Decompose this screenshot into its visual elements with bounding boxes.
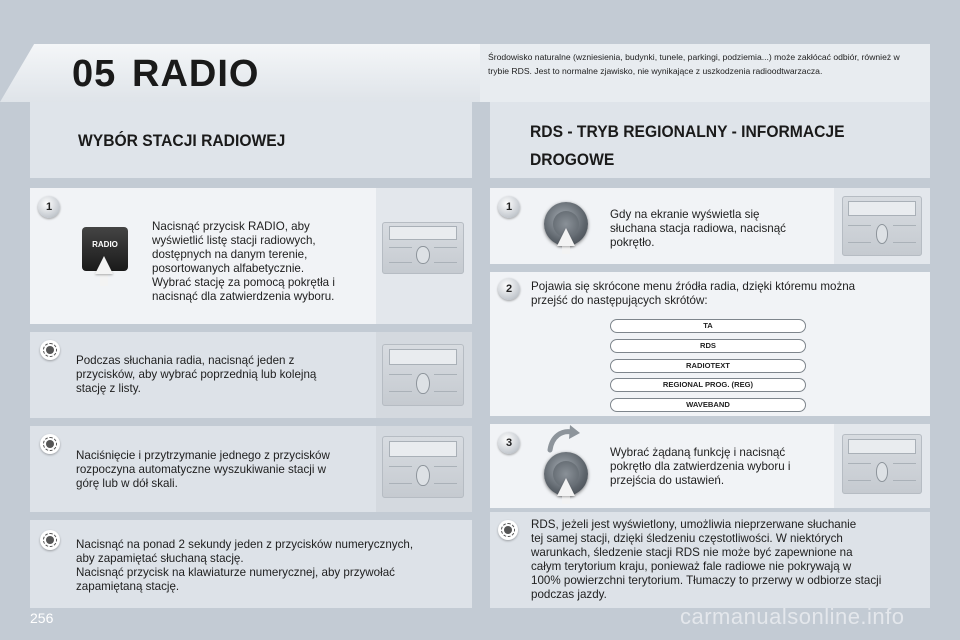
menu-item-regional-prog[interactable]: REGIONAL PROG. (REG): [610, 378, 806, 392]
right-step1-text: Gdy na ekranie wyświetla się słuchana stacja radiowa, nacisnąć pokrętło.: [610, 208, 786, 249]
console-illustration: [382, 222, 464, 274]
right-step1-badge: 1: [498, 196, 520, 218]
right-step2-text: Pojawia się skrócone menu źródła radia, dzięki któremu można przejść do następujących skrótów:: [531, 280, 856, 307]
left-tip3-text: Nacisnąć na ponad 2 sekundy jeden z przycisków numerycznych, aby zapamiętać słuchaną stację. Nacisnąć przycisk na klawiaturze numerycznej, aby przywołać zapamiętaną stację.: [76, 538, 414, 593]
left-section-title: WYBÓR STACJI RADIOWEJ: [78, 131, 286, 150]
tip-icon: [40, 340, 60, 360]
press-arrow-icon: [95, 256, 113, 274]
menu-item-ta[interactable]: TA: [610, 319, 806, 333]
right-step3-text: Wybrać żądaną funkcję i nacisnąć pokrętło dla zatwierdzenia wyboru i przejścia do ustawień.: [610, 446, 791, 487]
chapter-title: RADIO: [132, 53, 260, 95]
menu-item-radiotext[interactable]: RADIOTEXT: [610, 359, 806, 373]
left-tip1-text: Podczas słuchania radia, nacisnąć jeden z przycisków, aby wybrać poprzednią lub kolejną stację z listy.: [76, 354, 317, 395]
press-arrow-icon: [557, 228, 575, 246]
tip-icon: [40, 434, 60, 454]
left-step1-text: Nacisnąć przycisk RADIO, aby wyświetlić listę stacji radiowych, dostępnych na danym terenie, posortowanych alfabetycznie. Wybrać stację za pomocą pokrętła i nacisnąć dla zatwierdzenia wyboru.: [152, 220, 335, 303]
press-arrow-icon: [557, 478, 575, 496]
console-illustration: [842, 196, 922, 256]
right-step2-badge: 2: [498, 278, 520, 300]
tip-icon: [40, 530, 60, 550]
radio-button-illustration: RADIO: [82, 227, 128, 271]
right-tip-text: RDS, jeżeli jest wyświetlony, umożliwia nieprzerwane słuchanie tej samej stacji, dzięki śledzeniu częstotliwości. W niektórych warunkach, śledzenie stacji RDS nie może być zapewnione na całym terytorium kraju, ponieważ fale radiowe nie pokrywają w 100% powierzchni terytorium. Tłumaczy to przerwy w odbiorze stacji podczas jazdy.: [531, 518, 882, 601]
intro-text: Środowisko naturalne (wzniesienia, budynki, tunele, parkingi, podziemia...) może zakłócać odbiór, również w trybie RDS. Jest to normalne zjawisko, nie wynikające z uszkodzenia radioodtwarzacza.: [488, 52, 900, 76]
page-number: 256: [30, 610, 54, 626]
left-tip2-text: Naciśnięcie i przytrzymanie jednego z przycisków rozpoczyna automatyczne wyszukiwanie stacji w górę lub w dół skali.: [76, 449, 330, 490]
chapter-number: 05: [72, 53, 117, 95]
menu-item-waveband[interactable]: WAVEBAND: [610, 398, 806, 412]
right-step3-badge: 3: [498, 432, 520, 454]
left-step1-badge: 1: [38, 196, 60, 218]
right-section-title: RDS - TRYB REGIONALNY - INFORMACJE DROGOWE: [530, 122, 845, 169]
tip-icon: [498, 520, 518, 540]
watermark: carmanualsonline.info: [680, 604, 905, 629]
menu-item-rds[interactable]: RDS: [610, 339, 806, 353]
rotate-arrow-icon: [546, 424, 582, 454]
console-illustration: [382, 344, 464, 406]
console-illustration: [382, 436, 464, 498]
console-illustration: [842, 434, 922, 494]
